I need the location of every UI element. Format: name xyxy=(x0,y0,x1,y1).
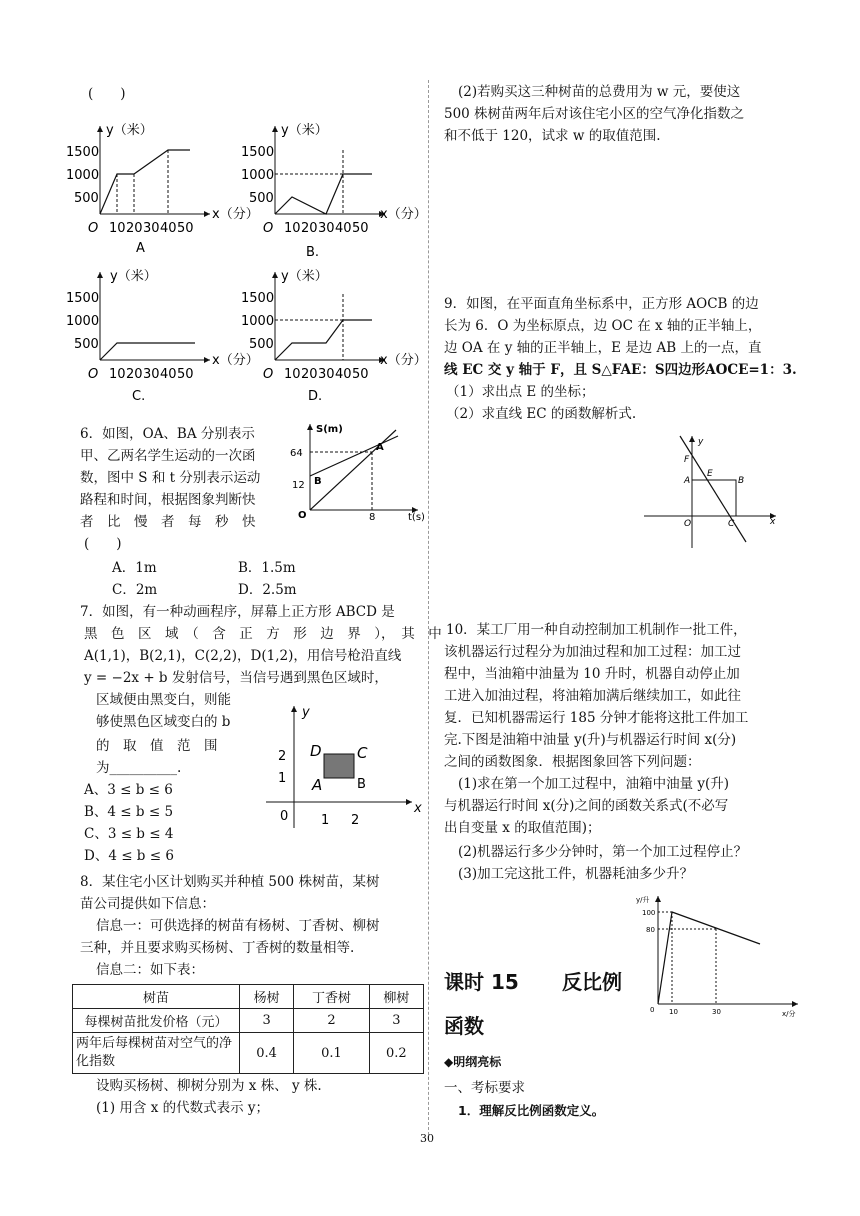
q6-option-b: B．1.5m xyxy=(238,560,296,576)
graph-c-xtick: 10 xyxy=(109,367,126,382)
q10-line: 之间的函数图象．根据图象回答下列问题： xyxy=(444,754,701,770)
table-cell: 0.1 xyxy=(294,1033,370,1074)
graph-d-line xyxy=(275,320,372,360)
graph-b-xtick: 30 xyxy=(318,221,335,236)
graph-b xyxy=(241,122,427,260)
graph-b-xtick: 40 xyxy=(335,221,352,236)
q7-vertex-b: B xyxy=(357,777,366,792)
lesson-title-b: 反比例 xyxy=(562,970,622,994)
q7-ytick: 1 xyxy=(278,771,287,786)
lesson-title-a: 课时 15 xyxy=(444,970,519,994)
graph-b-origin: O xyxy=(263,221,274,236)
q7-ytick: 2 xyxy=(278,749,287,764)
graph-a-xtick: 10 xyxy=(109,221,126,236)
q5-paren: ( ) xyxy=(88,86,126,102)
q6-xtick: 8 xyxy=(369,512,376,523)
q10-line: (2)机器运行多少分钟时，第一个加工过程停止？ xyxy=(458,844,748,860)
graph-a-xtick: 50 xyxy=(177,221,194,236)
q7-line: A(1,1)，B(2,1)，C(2,2)，D(1,2)，用信号枪沿直线 xyxy=(84,648,402,664)
q8-after: 设购买杨树、柳树分别为 x 株、 y 株. xyxy=(96,1078,322,1094)
q9-line: （2）求直线 EC 的函数解析式. xyxy=(446,406,637,422)
table-header-cell: 柳树 xyxy=(369,985,423,1009)
graph-d-xtick: 30 xyxy=(318,367,335,382)
table-cell: 0.2 xyxy=(369,1033,423,1074)
table-cell: 2 xyxy=(294,1009,370,1033)
graph-c-ytick: 500 xyxy=(74,337,99,352)
graph-c-xtick: 40 xyxy=(160,367,177,382)
graph-d-ytick: 500 xyxy=(249,337,274,352)
q10-line: (3)加工完这批工件，机器耗油多少升？ xyxy=(458,866,694,882)
graph-a-ytick: 1500 xyxy=(66,145,100,160)
q7-line: 7．如图，有一种动画程序，屏幕上正方形 ABCD 是 xyxy=(80,604,395,620)
graph-c-line xyxy=(100,343,195,360)
q7-line: 区域便由黑变白，则能 xyxy=(96,692,231,708)
q7-line: 为__________. xyxy=(96,760,182,776)
q6-option-c: C．2m xyxy=(112,582,158,598)
q6-origin: O xyxy=(298,510,307,521)
lesson-subtitle: ◆明纲亮标 xyxy=(444,1055,502,1069)
q7-origin: 0 xyxy=(280,809,289,824)
q9-label: F xyxy=(684,455,690,465)
q9-label: A xyxy=(684,476,691,486)
table-cell: 3 xyxy=(240,1009,294,1033)
graph-a-line xyxy=(100,150,190,214)
q8-line: 8．某住宅小区计划购买并种植 500 株树苗，某树 xyxy=(80,874,380,890)
q6-line: 路程和时间，根据图象判断快 xyxy=(80,492,256,508)
q7-line: y = −2x + b 发射信号，当信号遇到黑色区域时， xyxy=(84,670,388,686)
q7-option-c: C、3 ≤ b ≤ 4 xyxy=(84,826,174,842)
table-header-cell: 杨树 xyxy=(240,985,294,1009)
q6-point-b: B xyxy=(314,476,322,487)
graph-a-ytick: 500 xyxy=(74,191,99,206)
table-row xyxy=(73,1009,424,1033)
q7-option-d: D、4 ≤ b ≤ 6 xyxy=(84,848,174,864)
graph-a-xtick: 30 xyxy=(143,221,160,236)
graph-c-xlabel: x（分） xyxy=(212,353,259,368)
q10-line: 出自变量 x 的取值范围)； xyxy=(444,820,601,836)
q9-line: 9．如图，在平面直角坐标系中，正方形 AOCB 的边 xyxy=(444,296,759,312)
q10-line: 完.下图是油箱中油量 y(升)与机器运行时间 x(分) xyxy=(444,732,737,748)
q9-label: B xyxy=(738,476,745,486)
graph-c xyxy=(66,268,259,404)
q6-ytick: 64 xyxy=(290,448,303,459)
table-header-row xyxy=(73,985,424,1009)
graph-d-ylabel: y（米） xyxy=(281,269,328,284)
q10-origin: 0 xyxy=(650,1006,655,1014)
q9-line: 长为 6．O 为坐标原点，边 OC 在 x 轴的正半轴上， xyxy=(444,318,762,334)
graph-b-xtick: 50 xyxy=(352,221,369,236)
q8-line: 信息二：如下表： xyxy=(96,962,204,978)
q8-table xyxy=(72,984,424,1074)
q6-line-ba xyxy=(310,436,398,476)
lesson-section: 一、考标要求 xyxy=(444,1080,525,1096)
q7-ylabel: y xyxy=(302,705,310,720)
q7-graph xyxy=(262,700,428,830)
graph-a-label: A xyxy=(136,241,145,256)
graph-a-ylabel: y（米） xyxy=(106,123,153,138)
q6-line: 6．如图，OA、BA 分别表示 xyxy=(80,426,255,442)
graph-d-xtick: 20 xyxy=(301,367,318,382)
graph-c-xtick: 50 xyxy=(177,367,194,382)
q6-ylabel: S(m) xyxy=(316,424,343,435)
graph-d-xlabel: x（分） xyxy=(380,353,427,368)
q6-graph xyxy=(286,420,426,522)
q7-square xyxy=(324,754,354,778)
q8b-line: 500 株树苗两年后对该住宅小区的空气净化指数之 xyxy=(444,106,745,122)
graph-c-xtick: 20 xyxy=(126,367,143,382)
table-header-cell: 丁香树 xyxy=(294,985,370,1009)
table-cell: 0.4 xyxy=(240,1033,294,1074)
q7-option-a: A、3 ≤ b ≤ 6 xyxy=(84,782,173,798)
q9-line: 边 OA 在 y 轴的正半轴上，E 是边 AB 上的一点，直 xyxy=(444,340,762,356)
table-header-cell: 树苗 xyxy=(73,985,240,1009)
graph-a-xlabel: x（分） xyxy=(212,207,259,222)
q9-label: C xyxy=(728,519,735,529)
q10-line: 该机器运行过程分为加油过程和加工过程：加工过 xyxy=(444,644,741,660)
graph-b-ytick: 1000 xyxy=(241,168,275,183)
graph-d-ytick: 1000 xyxy=(241,314,275,329)
q9-line: （1）求出点 E 的坐标； xyxy=(446,384,595,400)
graph-c-ytick: 1000 xyxy=(66,314,100,329)
graph-d-ytick: 1500 xyxy=(241,291,275,306)
q6-point-a: A xyxy=(376,442,384,453)
q10-line: 工进入加油过程，将油箱加满后继续加工，如此往 xyxy=(444,688,741,704)
graph-c-ylabel: y（米） xyxy=(110,269,157,284)
q9-graph xyxy=(640,432,780,552)
graph-b-ytick: 500 xyxy=(249,191,274,206)
q6-line: 数，图中 S 和 t 分别表示运动 xyxy=(80,470,261,486)
q6-line: 甲、乙两名学生运动的一次函 xyxy=(80,448,256,464)
q6-option-d: D．2.5m xyxy=(238,582,297,598)
q6-option-a: A．1m xyxy=(112,560,157,576)
graph-b-xlabel: x（分） xyxy=(380,207,427,222)
q10-line: (1)求在第一个加工过程中，油箱中油量 y(升) xyxy=(458,776,730,792)
table-cell: 每棵树苗批发价格（元） xyxy=(73,1009,240,1033)
q7-line: 够使黑色区域变白的 b xyxy=(96,714,231,730)
q7-xlabel: x xyxy=(414,801,422,816)
graph-d-xtick: 50 xyxy=(352,367,369,382)
graph-b-label: B. xyxy=(306,245,320,260)
q8b-line: (2)若购买这三种树苗的总费用为 w 元，要使这 xyxy=(458,84,741,100)
graph-d-label: D. xyxy=(308,389,323,404)
lesson-item: 1．理解反比例函数定义。 xyxy=(458,1103,605,1118)
graph-b-line xyxy=(275,174,372,214)
page-number: 30 xyxy=(420,1132,434,1145)
q7-vertex-c: C xyxy=(357,744,368,762)
graph-c-xtick: 30 xyxy=(143,367,160,382)
graph-c-label: C. xyxy=(132,389,146,404)
graph-d-xtick: 40 xyxy=(335,367,352,382)
graph-b-ytick: 1500 xyxy=(241,145,275,160)
q8-line: 三种，并且要求购买杨树、丁香树的数量相等. xyxy=(80,940,355,956)
q6-ytick: 12 xyxy=(292,480,305,491)
q10-xtick: 30 xyxy=(712,1008,721,1016)
q7-vertex-a: A xyxy=(312,776,323,794)
graph-a-ytick: 1000 xyxy=(66,168,100,183)
graph-c-ytick: 1500 xyxy=(66,291,100,306)
q10-xlabel: x/分 xyxy=(782,1010,796,1018)
graph-b-ylabel: y（米） xyxy=(281,123,328,138)
q7-line: 的 取 值 范 围 xyxy=(96,738,218,754)
graph-a-origin: O xyxy=(88,221,99,236)
q6-xlabel: t(s) xyxy=(408,512,425,523)
graph-d xyxy=(241,268,427,404)
lesson-title-c: 函数 xyxy=(444,1014,484,1038)
graph-a-xtick: 20 xyxy=(126,221,143,236)
q8-after: (1) 用含 x 的代数式表示 y； xyxy=(96,1100,270,1116)
q10-line: 程中，当油箱中油量为 10 升时，机器自动停止加 xyxy=(444,666,740,682)
q10-line: 10．某工厂用一种自动控制加工机制作一批工件， xyxy=(446,622,747,638)
graph-c-origin: O xyxy=(88,367,99,382)
q10-xtick: 10 xyxy=(669,1008,678,1016)
q8-line: 苗公司提供如下信息： xyxy=(80,896,215,912)
q10-graph xyxy=(632,890,802,1022)
q10-line: 与机器运行时间 x(分)之间的函数关系式(不必写 xyxy=(444,798,729,814)
q9-label: O xyxy=(684,519,692,529)
graph-b-xtick: 20 xyxy=(301,221,318,236)
graph-b-xtick: 10 xyxy=(284,221,301,236)
table-row xyxy=(73,1033,424,1074)
graph-a xyxy=(66,122,259,256)
q8-line: 信息一：可供选择的树苗有杨树、丁香树、柳树 xyxy=(96,918,380,934)
q9-label: E xyxy=(707,469,713,479)
q6-line: ( ) xyxy=(84,536,122,552)
q10-line: 复．已知机器需运行 185 分钟才能将这批工件加工 xyxy=(444,710,749,726)
q7-vertex-d: D xyxy=(310,742,322,760)
table-cell: 两年后每棵树苗对空气的净化指数 xyxy=(73,1033,240,1074)
q9-line: 线 EC 交 y 轴于 F，且 S△FAE：S四边形AOCE=1：3. xyxy=(444,362,797,378)
q7-line: 黑 色 区 域 （ 含 正 方 形 边 界 ）， 其 中 xyxy=(84,626,442,642)
graph-d-origin: O xyxy=(263,367,274,382)
graph-a-xtick: 40 xyxy=(160,221,177,236)
q6-line: 者 比 慢 者 每 秒 快 xyxy=(80,514,256,530)
q9-label: x xyxy=(770,517,776,527)
q10-ytick: 100 xyxy=(642,909,656,917)
q10-line xyxy=(658,912,760,1004)
q10-ylabel: y/升 xyxy=(636,896,650,904)
q10-ytick: 80 xyxy=(646,926,655,934)
q7-xtick: 2 xyxy=(351,813,360,828)
table-cell: 3 xyxy=(369,1009,423,1033)
q7-xtick: 1 xyxy=(321,813,330,828)
q9-label: y xyxy=(698,437,704,447)
q5-graphs xyxy=(66,118,430,418)
graph-d-xtick: 10 xyxy=(284,367,301,382)
q7-option-b: B、4 ≤ b ≤ 5 xyxy=(84,804,174,820)
q8b-line: 和不低于 120，试求 w 的取值范围. xyxy=(444,128,661,144)
